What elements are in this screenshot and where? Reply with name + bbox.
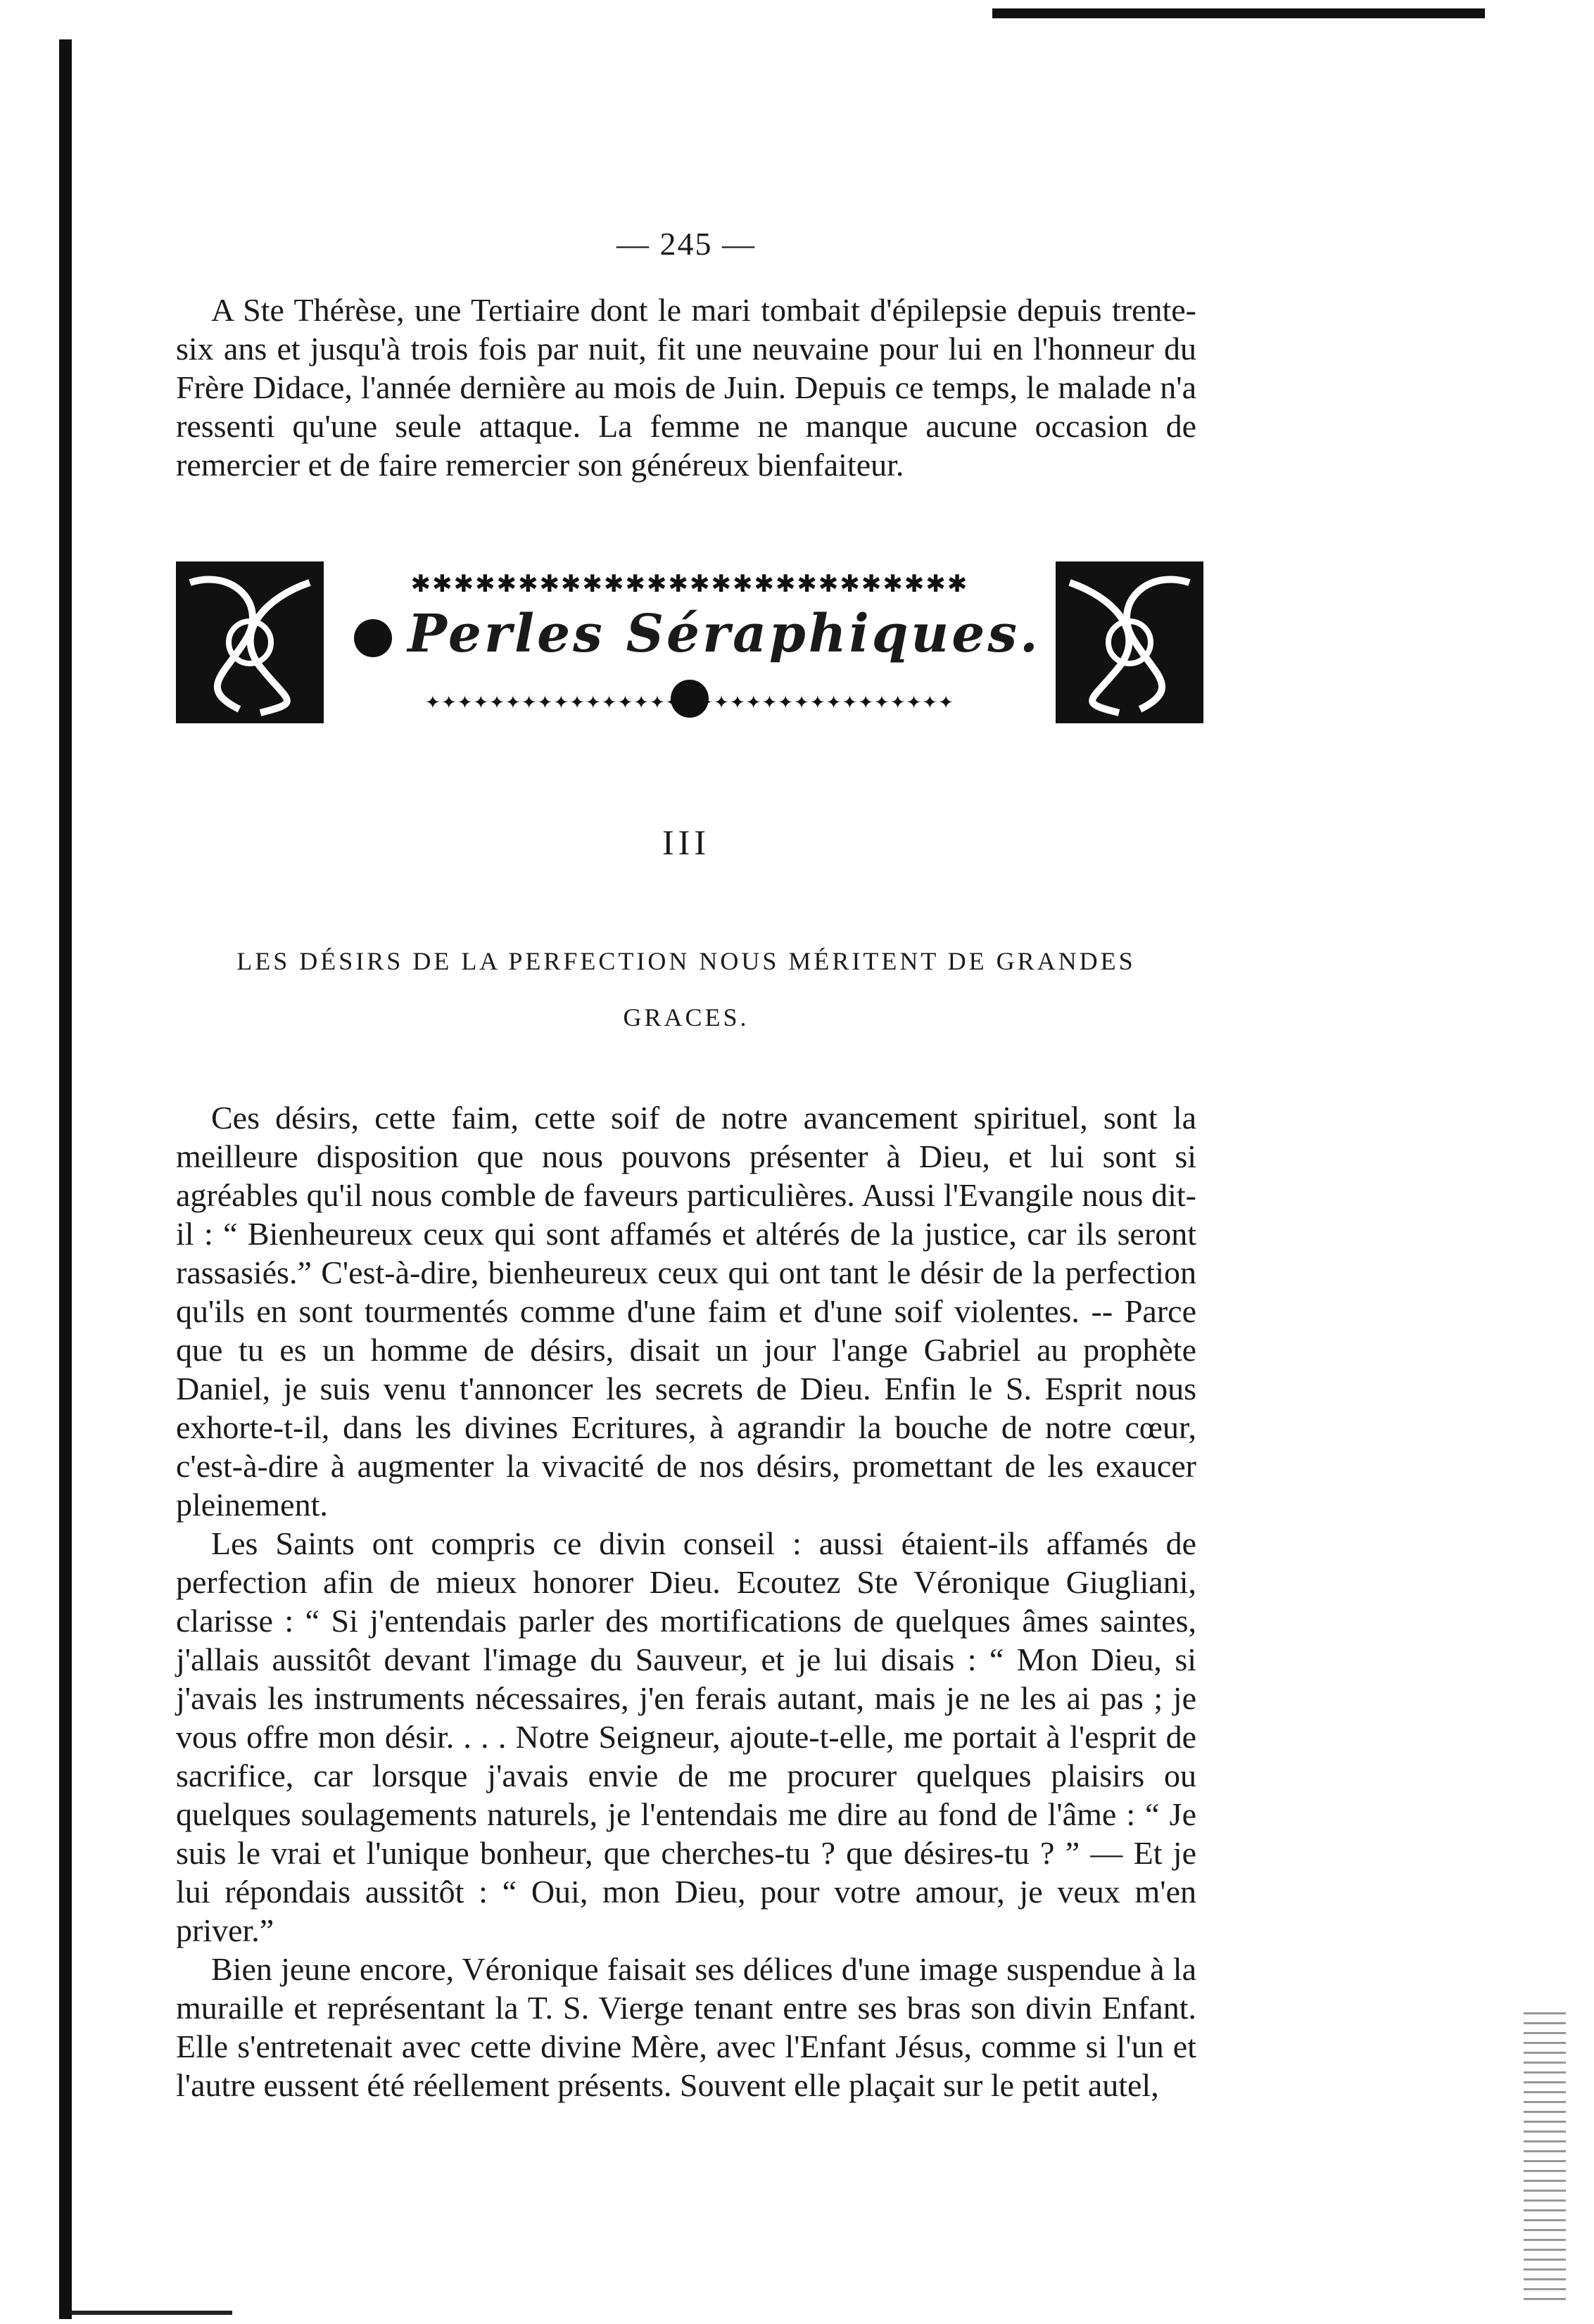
scan-border-left [59, 39, 72, 2319]
body-paragraph-1: Ces désirs, cette faim, cette soif de notre avancement spirituel, sont la meilleure disposition que nous pouvons présenter à Dieu, et lui sont si agréables qu'il nous comble de faveurs particulières. Aussi l'Evangile nous dit-il : “ Bienheureux ceux qui sont affamés et altérés de la justice, car ils seront rassasiés.” C'est-à-dire, bienheureux ceux qui ont tant le désir de la perfection qu'ils en sont tourmentés comme d'une faim et d'une soif violentes. -- Parce que tu es un homme de désirs, disait un jour l'ange Gabriel au prophète Daniel, je suis venu t'annoncer les secrets de Dieu. Enfin le S. Esprit nous exhorte-t-il, dans les divines Ecritures, à agrandir la bouche de notre cœur, c'est-à-dire à augmenter la vivacité de nos désirs, promettant de les exaucer pleinement. [176, 1100, 1196, 1523]
scan-border-bottom [70, 2311, 232, 2315]
scan-border-top [992, 8, 1485, 18]
ornament-band [331, 561, 1049, 723]
ornament-title-text: Perles Séraphiques. [407, 604, 1041, 664]
intro-paragraph: A Ste Thérèse, une Tertiaire dont le mari tombait d'épilepsie depuis trente-six ans et jusqu'à trois fois par nuit, fit une neuvaine pour lui en l'honneur du Frère Didace, l'année dernière au mois de Juin. Depuis ce temps, le malade n'a ressenti qu'une seule attaque. La femme ne manque aucune occasion de remercier et de faire remercier son généreux bienfaiteur. [176, 292, 1196, 483]
body-paragraph-2: Les Saints ont compris ce divin conseil : aussi étaient-ils affamés de perfection afin de mieux honorer Dieu. Ecoutez Ste Véronique Giugliani, clarisse : “ Si j'entendais parler des mortifications de quelques âmes saintes, j'allais aussitôt devant l'image du Sauveur, et je lui disais : “ Mon Dieu, si j'avais les instruments nécessaires, j'en ferais autant, mais je ne les ai pas ; je vous offre mon désir. . . . Notre Seigneur, ajoute-t-elle, me portait à l'esprit de sacrifice, car lorsque j'avais envie de me procurer quelques plaisirs ou quelques soulagements naturels, je l'entendais me dire au fond de l'âme : “ Je suis le vrai et l'unique bonheur, que cherches-tu ? que désires-tu ? ” — Et je lui répondais aussitôt : “ Oui, mon Dieu, pour votre amour, je veux m'en priver.” [176, 1525, 1196, 1948]
ornament-stars-bottom: ✦✦✦✦✦✦✦✦✦✦✦✦✦✦✦✦✦✦✦✦✦✦✦✦✦✦✦✦✦✦✦✦✦ [425, 692, 954, 713]
scan-edge-marks [1524, 2012, 1566, 2308]
flourish-left-icon [354, 619, 392, 657]
page-body [176, 211, 1196, 2104]
ornament-stars-top: ✱✱✱✱✱✱✱✱✱✱✱✱✱✱✱✱✱✱✱✱✱✱✱✱✱✱ [410, 570, 969, 598]
ornamental-header [176, 561, 1203, 723]
body-paragraph-3: Bien jeune encore, Véronique faisait ses délices d'une image suspendue à la muraille et représentant la T. S. Vierge tenant entre ses bras son divin Enfant. Elle s'entretenait avec cette divine Mère, avec l'Enfant Jésus, comme si l'un et l'autre eussent été réellement présents. Souvent elle plaçait sur le petit autel, [176, 1951, 1196, 2103]
page-number: — 245 — [616, 226, 756, 262]
chapter-title: LES DÉSIRS DE LA PERFECTION NOUS MÉRITENT DE GRANDES GRACES. [236, 947, 1136, 1031]
chapter-number: III [662, 823, 710, 862]
celtic-knot-right-icon [1056, 561, 1203, 723]
celtic-knot-left-icon [176, 561, 324, 723]
